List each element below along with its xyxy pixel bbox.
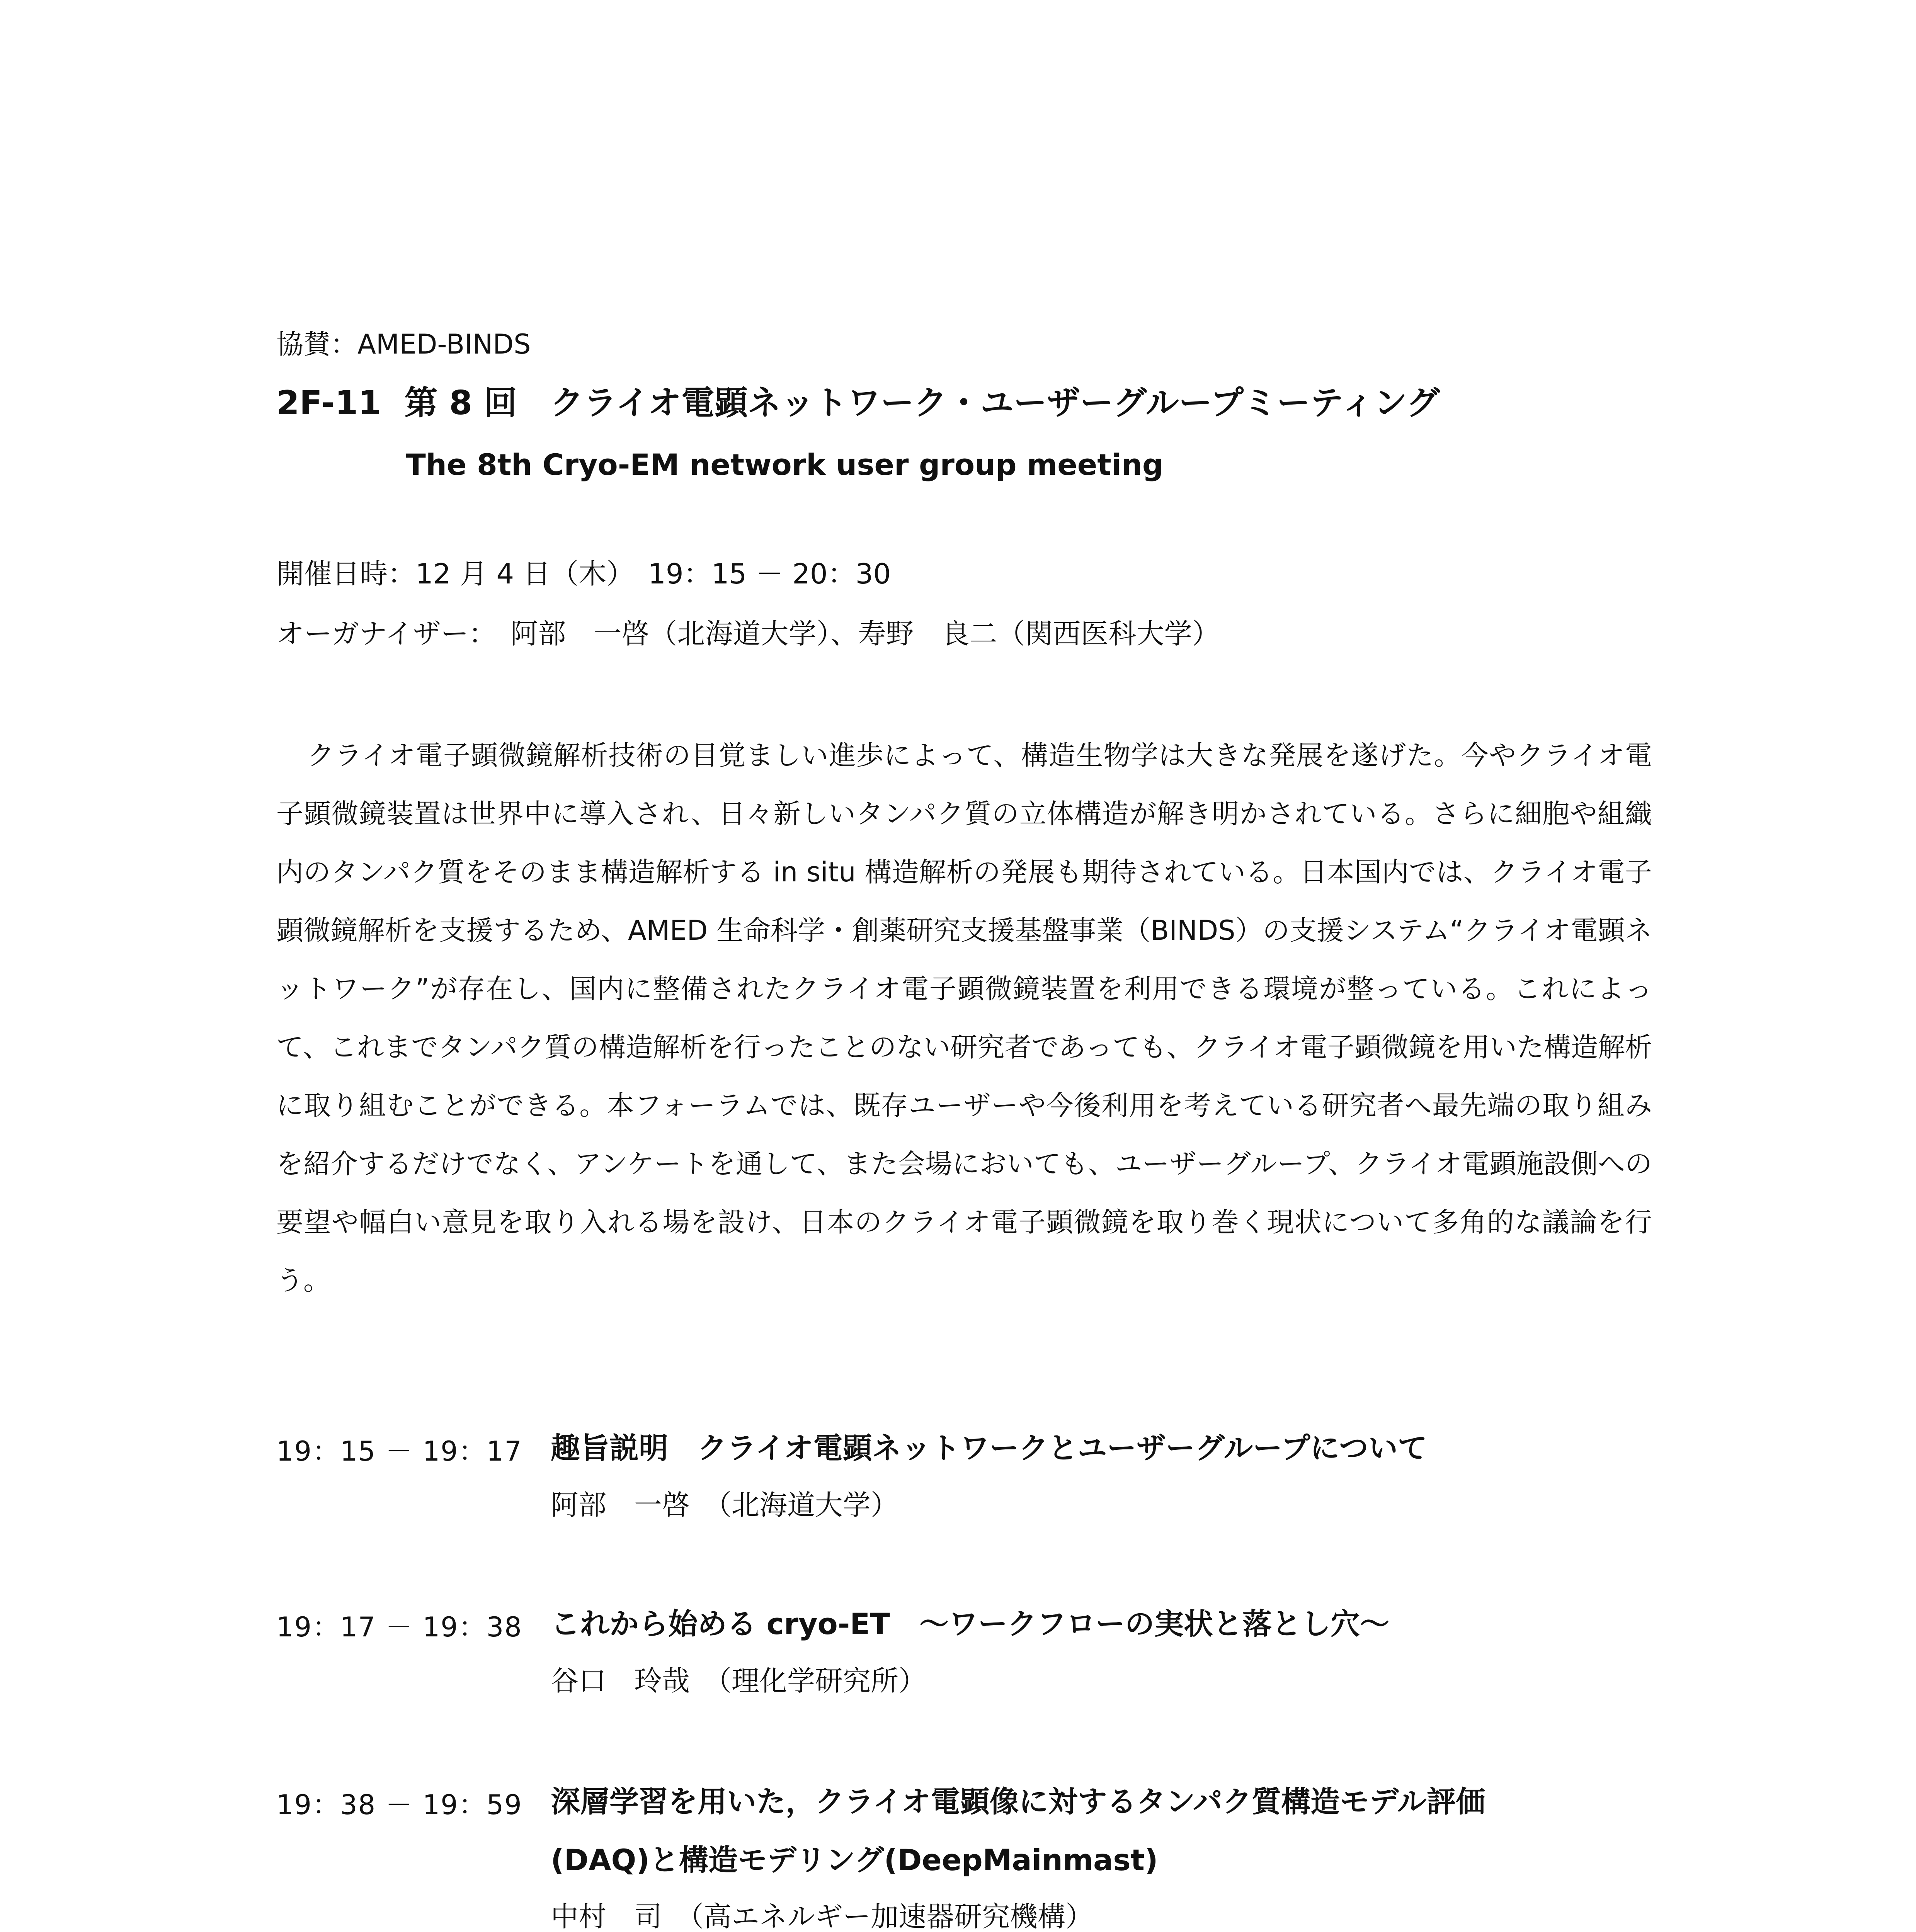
session-date: 開催日時：12 月 4 日（木） 19：15 － 20：30 [276,558,891,590]
abstract-paragraph: クライオ電子顕微鏡解析技術の目覚ましい進歩によって、構造生物学は大きな発展を遂げた。今やクライオ電子顕微鏡装置は世界中に導入され、日々新しいタンパク質の立体構造が解き明かされている。さらに細胞や組織内のタンパク質をそのまま構造解析する in situ 構造解析の発展も期待されている。日本国内では、クライオ電子顕微鏡解析を支援するため、AMED 生命科学・創薬研究支援基盤事業（BINDS）の支援システム“クライオ電顕ネットワーク”が存在し、国内に整備されたクライオ電子顕微鏡装置を利用できる環境が整っている。これによって、これまでタンパク質の構造解析を行ったことのない研究者であっても、クライオ電子顕微鏡を用いた構造解析に取り組むことができる。本フォーラムでは、既存ユーザーや今後利用を考えている研究者へ最先端の取り組みを紹介するだけでなく、アンケートを通して、また会場においても、ユーザーグループ、クライオ電顕施設側への要望や幅白い意見を取り入れる場を設け、日本のクライオ電子顕微鏡を取り巻く現状について多角的な議論を行う。 [276,740,1652,1296]
organizers: オーガナイザー： 阿部 一啓（北海道大学）、寿野 良二（関西医科大学） [276,617,1220,650]
slot-time: 19：38 － 19：59 [276,1789,522,1821]
session-title-text: 第 8 回 クライオ電顕ネットワーク・ユーザーグループミーティング [404,384,1440,422]
slot-speaker: 谷口 玲哉 （理化学研究所） [551,1665,927,1697]
slot-time: 19：15 － 19：17 [276,1435,522,1467]
slot-speaker: 中村 司 （高エネルギー加速器研究機構） [551,1900,1094,1932]
session-code: 2F-11 [276,384,381,422]
slot-title: これから始める cryo-ET ～ワークフローの実状と落とし穴～ [551,1607,1390,1641]
session-title-en: The 8th Cryo-EM network user group meeting [406,447,1164,482]
slot-title-continued: (DAQ)と構造モデリング(DeepMainmast) [551,1843,1158,1877]
slot-title: 趣旨説明 クライオ電顕ネットワークとユーザーグループについて [551,1431,1427,1465]
slot-time: 19：17 － 19：38 [276,1611,522,1643]
slot-speaker: 阿部 一啓 （北海道大学） [551,1489,899,1521]
slot-title: 深層学習を用いた，クライオ電顕像に対するタンパク質構造モデル評価 [551,1784,1485,1819]
session-title-ja [276,383,1440,424]
sponsor-line: 協賛：AMED-BINDS [276,328,531,360]
